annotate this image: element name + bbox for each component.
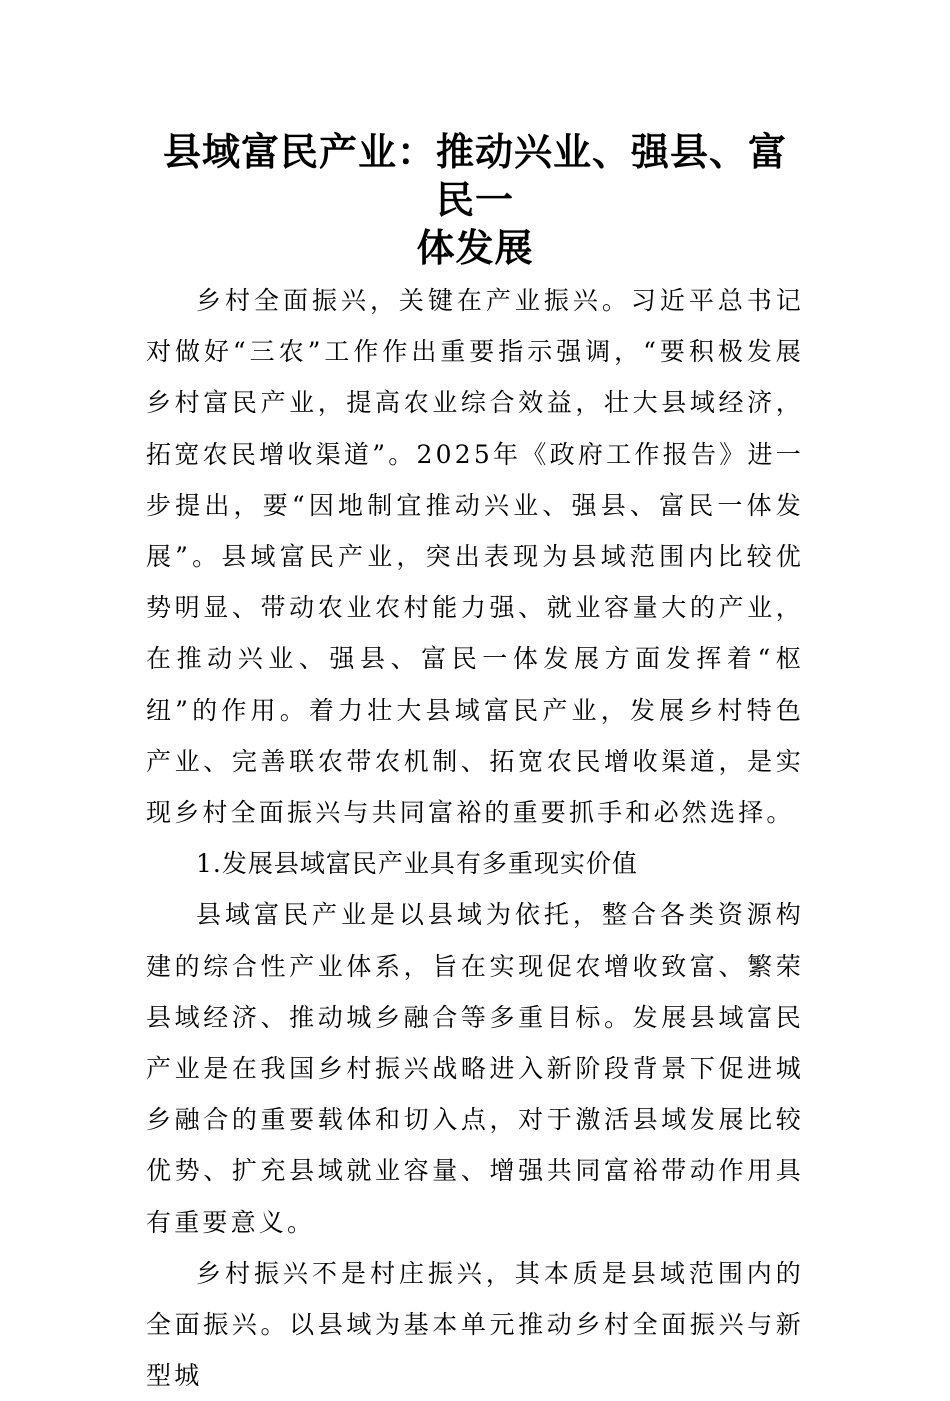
document-title: 县域富民产业：推动兴业、强县、富民一 体发展	[162, 129, 787, 270]
section-paragraph: 乡村振兴不是村庄振兴，其本质是县域范围内的全面振兴。以县域为基本单元推动乡村全面振兴与新型城	[146, 1258, 804, 1391]
section-paragraph: 县域富民产业是以县域为依托，整合各类资源构建的综合性产业体系，旨在实现促农增收致富、繁荣县域经济、推动城乡融合等多重目标。发展县域富民产业是在我国乡村振兴战略进入新阶段背景下促进城乡融合的重要载体和切入点，对于激活县域发展比较优势、扩充县域就业容量、增强共同富裕带动作用具有重要意义。	[146, 900, 804, 1237]
intro-paragraph: 乡村全面振兴，关键在产业振兴。习近平总书记对做好“三农”工作作出重要指示强调，“要积极发展乡村富民产业，提高农业综合效益，壮大县域经济，拓宽农民增收渠道”。2025年《政府工作报告》进一步提出，要“因地制宜推动兴业、强县、富民一体发展”。县域富民产业，突出表现为县域范围内比较优势明显、带动农业农村能力强、就业容量大的产业，在推动兴业、强县、富民一体发展方面发挥着“枢纽”的作用。着力壮大县域富民产业，发展乡村特色产业、完善联农带农机制、拓宽农民增收渠道，是实现乡村全面振兴与共同富裕的重要抓手和必然选择。	[146, 286, 804, 828]
section-heading: 1.发展县域富民产业具有多重现实价值	[196, 849, 638, 879]
